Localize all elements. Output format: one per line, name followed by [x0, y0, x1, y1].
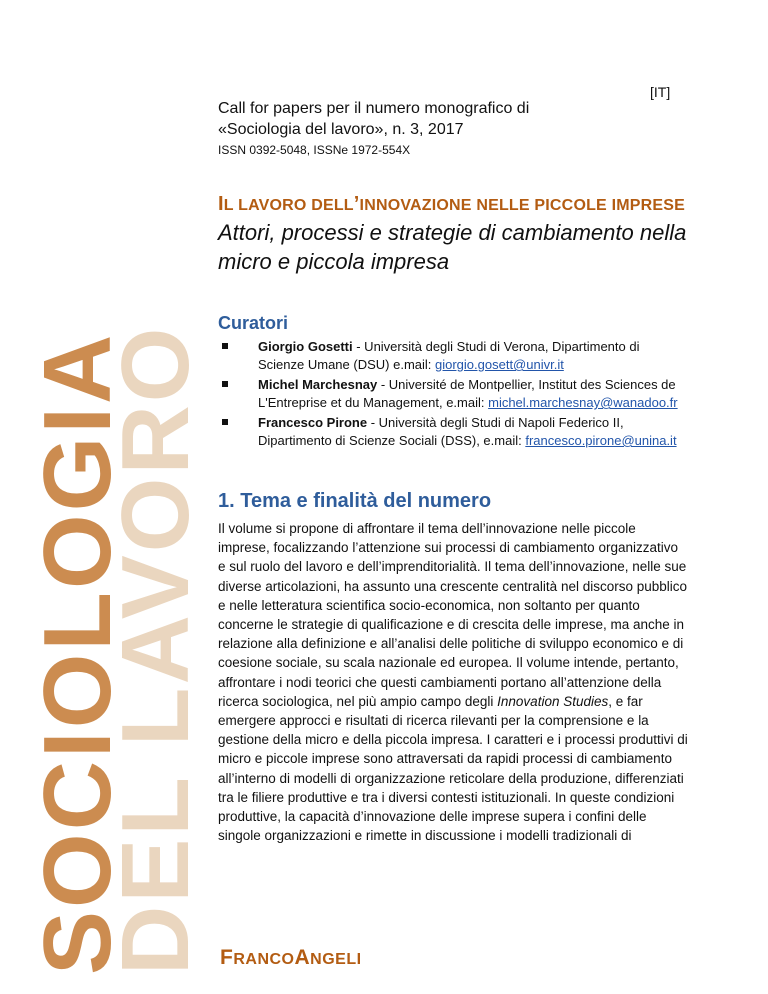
- kicker-text-2: INNOVAZIONE NELLE PICCOLE IMPRESE: [359, 197, 685, 214]
- issn-line: ISSN 0392-5048, ISSNe 1972-554X: [218, 143, 411, 157]
- call-line-2: «Sociologia del lavoro», n. 3, 2017: [218, 121, 464, 138]
- publisher-ngeli: NGELI: [310, 951, 362, 968]
- curatori-list: [218, 338, 688, 450]
- curator-item: [218, 414, 688, 450]
- curator-email-link[interactable]: michel.marchesnay@wanadoo.fr: [488, 395, 678, 410]
- paragraph-italic-term: Innovation Studies: [497, 693, 609, 709]
- publisher-f: F: [220, 946, 234, 969]
- curator-name: Michel Marchesnay: [258, 377, 378, 392]
- paragraph-part-1: Il volume si propone di affrontare il tema dell’innovazione nelle piccole imprese, focalizzando l’attenzione sui processi di cambiamento organizzativo e sul ruolo del lavoro e dell’imprenditorialità. Il tema dell’innovazione, nelle sue diverse articolazioni, ha assunto una crescente centralità nel discorso pubblico e nelle letteratura scientifica socio-economica, non soltanto per quanto concerne le strategie di qualificazione e di crescita delle imprese, ma anche in relazione alla definizione e all’analisi delle politiche di sviluppo economico e di coesione sociale, su scala nazionale ed europea. Il volume intende, pertanto, affrontare i nodi teorici che questi cambiamenti portano all’attenzione della ricerca sociologica, nel più ampio campo degli: [218, 521, 688, 709]
- paragraph-part-2: , e far emergere approcci e risultati di ricerca rilevanti per la comprensione e la gestione della micro e della piccola impresa. I caratteri e i processi produttivi di micro e piccole imprese sono attraversati da rapidi processi di cambiamento all’interno di modelli di organizzazione reticolare della produzione, differenziati tra le filiere produttive e tra i diversi contesti istituzionali. In queste condizioni produttive, la capacità d’innovazione delle imprese supera i confini delle singole organizzazioni e rimette in discussione i modelli tradizionali di: [218, 693, 688, 844]
- curator-affiliation: - Università degli Studi di Napoli Federico II, Dipartimento di Scienze Sociali (DSS), e.mail:: [258, 415, 624, 448]
- document-subtitle: Attori, processi e strategie di cambiamento nella micro e piccola impresa: [218, 220, 687, 274]
- curatori-heading: Curatori: [218, 313, 289, 333]
- call-line-1: Call for papers per il numero monografico di: [218, 100, 530, 117]
- publisher-ranco: RANCO: [233, 951, 295, 968]
- section-1-title: 1. Tema e finalità del numero: [218, 490, 492, 512]
- brand-word-sociologia: SOCIOLOGIA: [24, 331, 131, 975]
- curator-name: Francesco Pirone: [258, 415, 368, 430]
- publisher-logo: [220, 946, 362, 970]
- kicker-initial: I: [218, 193, 224, 215]
- curator-item: [218, 376, 688, 412]
- publisher-a: A: [294, 946, 311, 969]
- title-kicker: [218, 193, 688, 216]
- curator-affiliation: - Université de Montpellier, Institut des Sciences de L'Entreprise et du Management, e.mail:: [258, 377, 676, 410]
- kicker-text-1: L LAVORO DELL: [223, 197, 354, 214]
- square-bullet-icon: [222, 419, 228, 425]
- kicker-apostrophe: ’: [353, 193, 360, 215]
- curator-email-link[interactable]: giorgio.gosett@univr.it: [435, 357, 564, 372]
- square-bullet-icon: [222, 381, 228, 387]
- curator-email-link[interactable]: francesco.pirone@unina.it: [525, 433, 677, 448]
- curator-name: Giorgio Gosetti: [258, 339, 353, 354]
- brand-word-del-lavoro: DEL LAVORO: [102, 324, 209, 975]
- language-tag: [IT]: [650, 84, 671, 100]
- section-1-paragraph: [218, 519, 688, 845]
- curator-affiliation: - Università degli Studi di Verona, Dipartimento di Scienze Umane (DSU) e.mail:: [258, 339, 640, 372]
- curator-item: [218, 338, 688, 374]
- square-bullet-icon: [222, 343, 228, 349]
- document-content: [218, 98, 688, 845]
